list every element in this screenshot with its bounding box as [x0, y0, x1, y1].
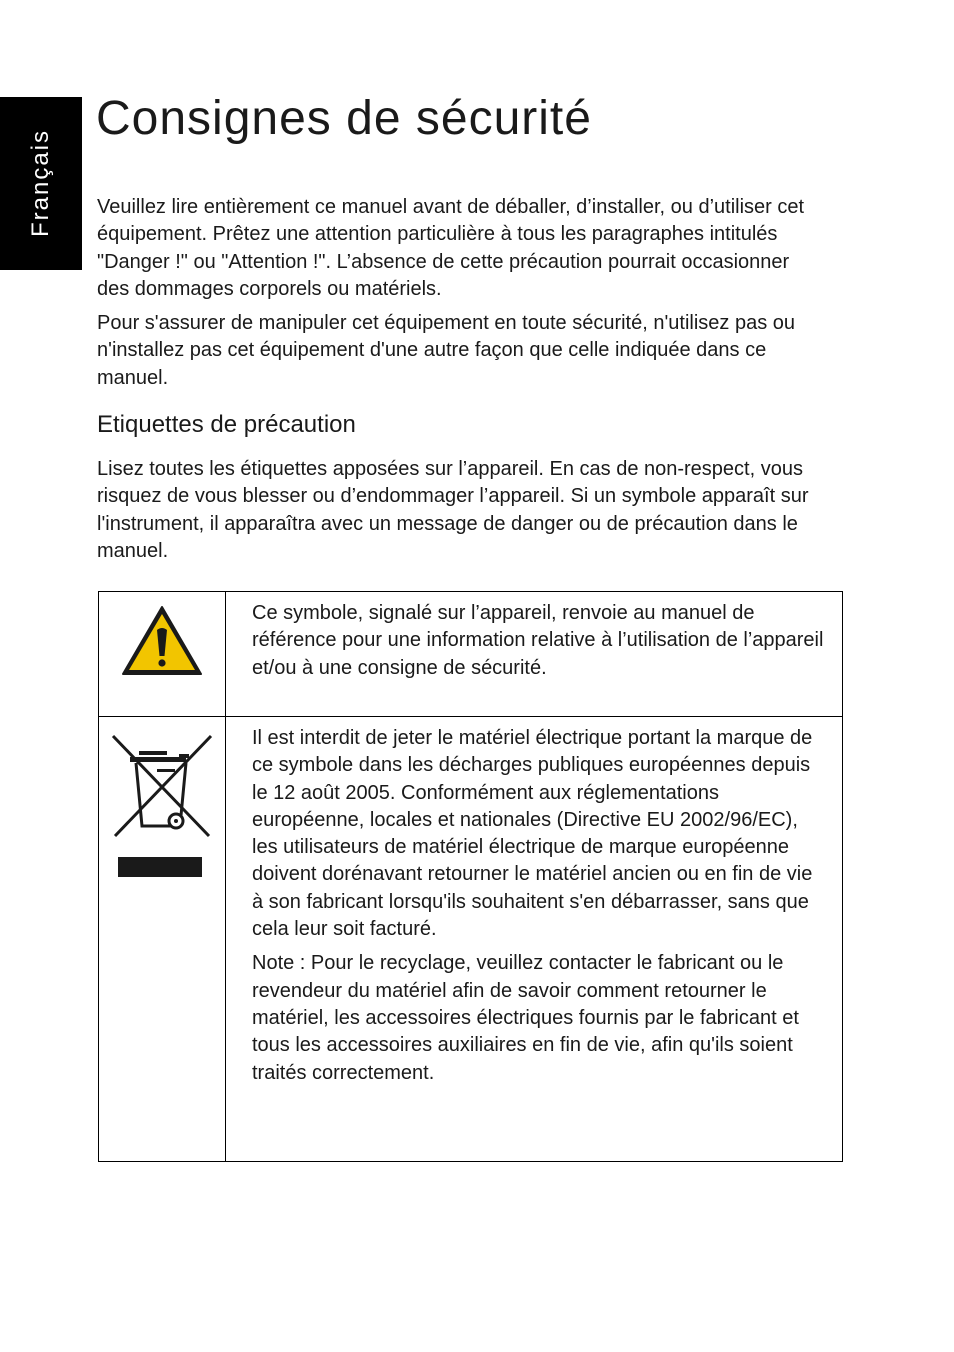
icon-cell	[99, 592, 226, 717]
page-title: Consignes de sécurité	[96, 92, 592, 145]
safety-symbols-table	[98, 591, 843, 1162]
text-cell	[226, 592, 843, 717]
recycling-note: Note : Pour le recyclage, veuillez contacter le fabricant ou le revendeur du matériel afin de savoir comment retourner le matériel, les accessoires électriques fournis par le fabricant et tous les accessoires auxiliaires en fin de vie, afin qu'ils soient traités correctement.	[252, 952, 799, 1084]
language-tab-label: Français	[27, 128, 54, 238]
crossed-out-wheelie-bin-icon	[109, 733, 215, 879]
intro-paragraph-2: Pour s'assurer de manipuler cet équipement en toute sécurité, n'utilisez pas ou n'installez pas cet équipement d'une autre façon que celle indiquée dans ce manuel.	[97, 312, 796, 389]
table-row	[99, 592, 843, 717]
warning-symbol-description: Ce symbole, signalé sur l’appareil, renvoie au manuel de référence pour une information relative à l’utilisation de l’appareil et/ou à une consigne de sécurité.	[252, 602, 824, 679]
section-heading: Etiquettes de précaution	[97, 411, 356, 438]
table-row	[99, 717, 843, 1162]
icon-cell	[99, 717, 226, 1162]
intro-paragraph-1: Veuillez lire entièrement ce manuel avant de déballer, d’installer, ou d’utiliser cet équipement. Prêtez une attention particulière à tous les paragraphes intitulés "Danger !" ou "Attention !". L’absence de cette précaution pourrait occasionner des dommages corporels ou matériels.	[97, 196, 805, 300]
section-paragraph: Lisez toutes les étiquettes apposées sur l’appareil. En cas de non-respect, vous risquez de vous blesser ou d’endommager l’appareil. Si un symbole apparaît sur l'instrument, il apparaîtra avec un message de danger ou de précaution dans le manuel.	[97, 458, 809, 562]
warning-triangle-icon	[120, 604, 204, 678]
weee-description: Il est interdit de jeter le matériel électrique portant la marque de ce symbole dans les décharges publiques européennes depuis le 12 août 2005. Conformément aux réglementations européenne, locales et nationales (Directive EU 2002/96/EC), les utilisateurs de matériel électrique de marque européenne doivent dorénavant retourner le matériel ancien ou en fin de vie à son fabricant lorsqu'ils souhaitent s'en débarrasser, sans que cela leur soit facturé.	[252, 727, 813, 941]
language-tab	[0, 97, 82, 270]
text-cell	[226, 717, 843, 1162]
